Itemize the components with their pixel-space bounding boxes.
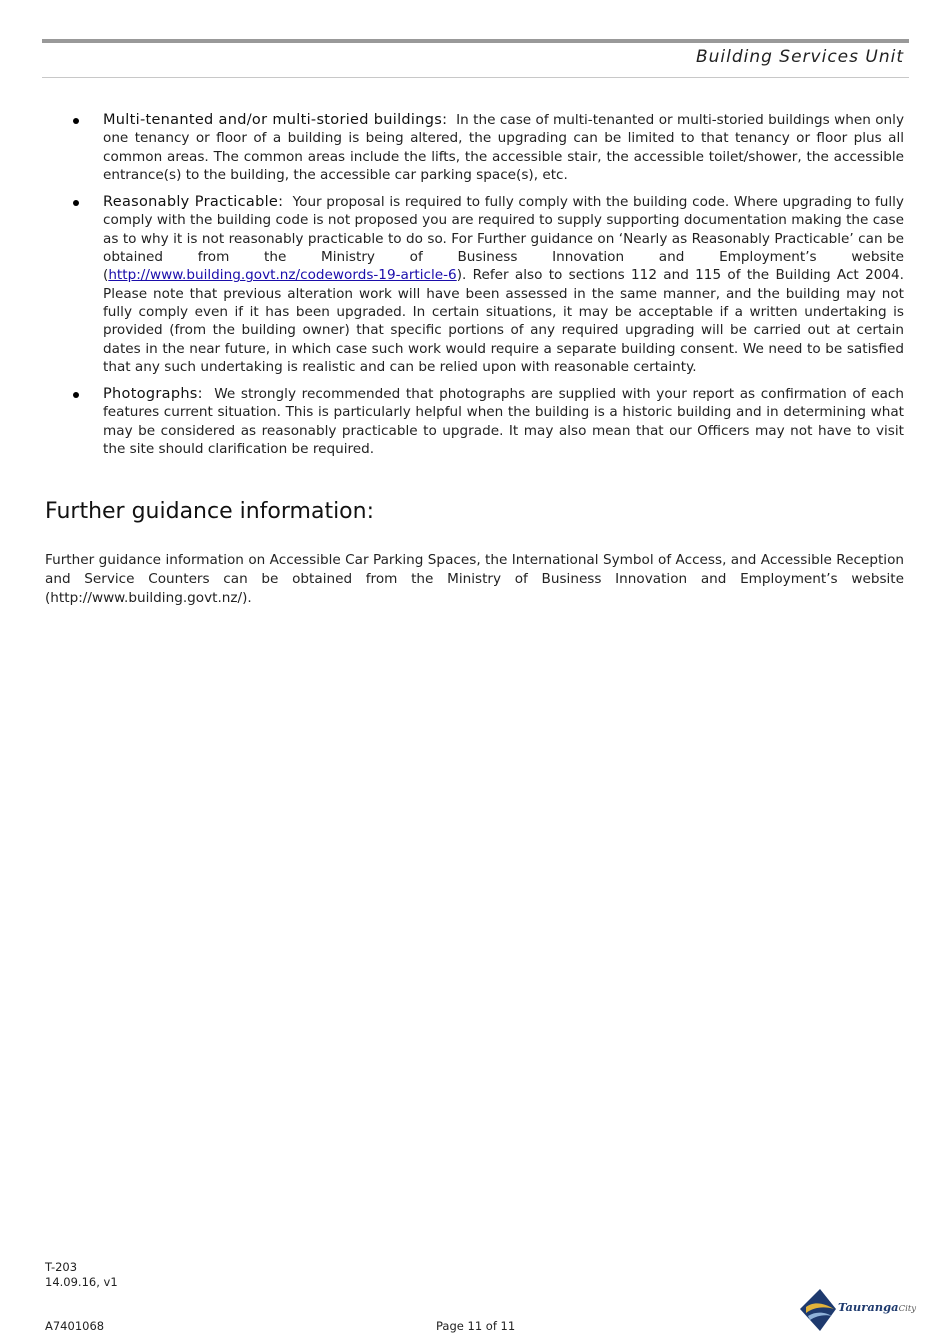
logo-wordmark xyxy=(838,1300,916,1314)
codewords-link[interactable]: http://www.building.govt.nz/codewords-19-article-6 xyxy=(108,267,457,284)
bullet-text xyxy=(103,385,904,458)
header-top-rule xyxy=(42,39,909,43)
logo-name: Tauranga xyxy=(838,1300,899,1314)
section-heading: Further guidance information: xyxy=(45,499,375,524)
bullet-item-reasonably-practicable xyxy=(103,193,904,376)
footer-doc-id: A7401068 xyxy=(45,1319,105,1333)
bullet-heading: Reasonably Practicable: xyxy=(103,194,284,211)
bullet-item-photographs xyxy=(103,385,904,458)
header-divider xyxy=(42,77,909,78)
bullet-heading: Multi-tenanted and/or multi-storied buildings: xyxy=(103,112,448,128)
bullet-body: In the case of multi-tenanted or multi-storied buildings when only one tenancy or floor of a building is being altered, the upgrading can be limited to that tenancy or floor plus all common areas. The common areas include the lifts, the accessible stair, the accessible toilet/shower, the accessible entrance(s) to the building, the accessible car parking space(s), etc. xyxy=(103,112,904,183)
bullet-dot-icon xyxy=(73,200,79,206)
footer-page-number: Page 11 of 11 xyxy=(436,1319,516,1333)
bullet-body-after-link: ). Refer also to sections 112 and 115 of the Building Act 2004. Please note that previous alteration work will have been assessed in the same manner, and the building may not fully comply even if it has been upgraded. In certain situations, it may be acceptable if a written undertaking is provided (from the building owner) that specific portions of any required upgrading will be carried out at certain dates in the near future, in which case such work would require a separate building consent. We need to be satisfied that any such undertaking is realistic and can be relied upon with reasonable certainty. xyxy=(103,267,904,375)
form-version: 14.09.16, v1 xyxy=(45,1274,118,1289)
form-code: T-203 xyxy=(45,1260,78,1274)
bullet-list xyxy=(0,111,950,467)
logo-city: City xyxy=(898,1304,917,1314)
header-title: Building Services Unit xyxy=(695,47,904,67)
bullet-dot-icon xyxy=(73,392,79,398)
logo-mark-icon xyxy=(798,1287,838,1333)
bullet-body-before-link: Your proposal is required to fully comply with the building code. Where upgrading to fully comply with the building code is not proposed you are required to supply supporting documentation making the case as to why it is not reasonably practicable to do so. For Further guidance on ‘Nearly as Reasonably Practicable’ can be obtained from the Ministry of Business Innovation and Employment’s website ( xyxy=(103,194,904,284)
bullet-item-multi-tenanted xyxy=(103,111,904,184)
bullet-text xyxy=(103,111,904,184)
bullet-text xyxy=(103,193,904,376)
bullet-heading: Photographs: xyxy=(103,386,203,403)
section-paragraph: Further guidance information on Accessible Car Parking Spaces, the International Symbol of Access, and Accessible Reception and Service Counters can be obtained from the Ministry of Business Innovation and Employment’s website (http://www.building.govt.nz/). xyxy=(45,552,904,606)
bullet-dot-icon xyxy=(73,118,79,124)
footer-form-code xyxy=(45,1260,118,1289)
bullet-body: We strongly recommended that photographs are supplied with your report as confirmation of each features current situation. This is particularly helpful when the building is a historic building and in determining what may be considered as reasonably practicable to upgrade. It may also mean that our Officers may not have to visit the site should clarification be required. xyxy=(103,386,904,458)
tauranga-city-logo xyxy=(798,1287,917,1333)
